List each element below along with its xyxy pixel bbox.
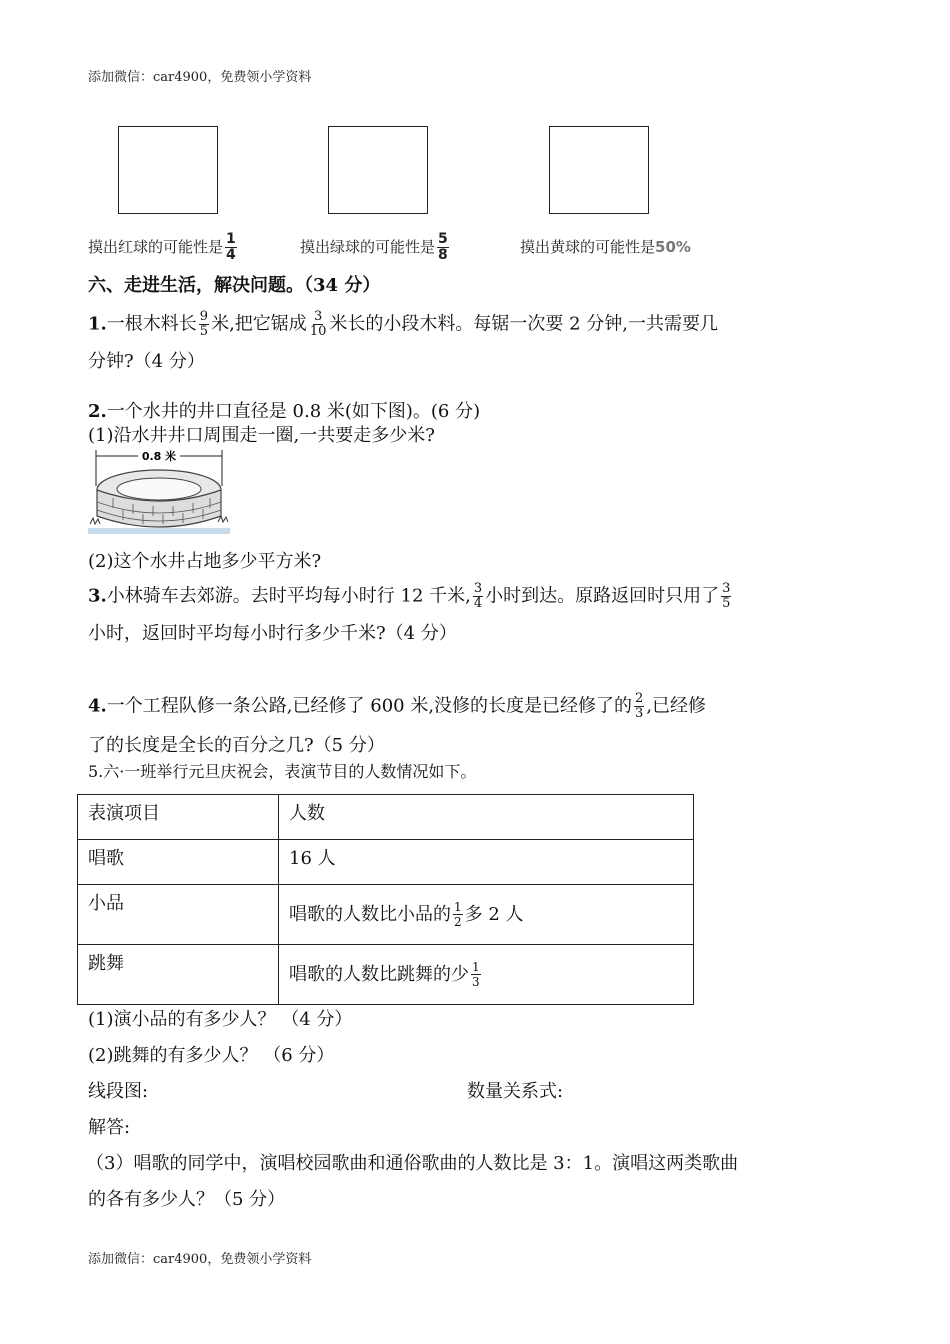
table-cell — [279, 885, 694, 945]
question-3-line2: 小时，返回时平均每小时行多少千米?（4 分） — [88, 623, 457, 644]
numerator: 3 — [313, 309, 323, 324]
answer-box-red[interactable] — [118, 126, 218, 214]
question-1-line2: 分钟?（4 分） — [88, 351, 205, 372]
question-2-sub2: (2)这个水井占地多少平方米? — [88, 551, 322, 572]
question-1-line1 — [88, 310, 718, 339]
fraction — [453, 900, 463, 929]
denominator: 3 — [635, 706, 644, 721]
relation-label: 数量关系式: — [467, 1081, 564, 1102]
text: 一个水井的井口直径是 0.8 米(如下图)。(6 分) — [106, 401, 481, 422]
denominator: 3 — [472, 975, 480, 990]
table-cell: 唱歌 — [78, 840, 279, 885]
performance-table — [77, 794, 694, 1005]
fraction — [225, 232, 237, 263]
numerator: 1 — [454, 900, 462, 915]
table-row — [78, 885, 694, 945]
numerator: 2 — [635, 691, 644, 706]
question-5-sub3-line1: （3）唱歌的同学中，演唱校园歌曲和通俗歌曲的人数比是 3：1。演唱这两类歌曲 — [86, 1153, 739, 1174]
question-4-line1 — [88, 692, 706, 721]
text: ,已经修 — [646, 695, 707, 717]
question-number: 4. — [88, 695, 107, 717]
numerator: 5 — [438, 231, 448, 247]
text: 唱歌的人数比小品的 — [289, 903, 451, 925]
line-chart-label: 线段图: — [88, 1081, 149, 1102]
text: 米长的小段木料。每锯一次要 2 分钟,一共需要几 — [329, 313, 718, 335]
answer-label: 解答: — [88, 1117, 131, 1138]
table-row — [78, 945, 694, 1005]
answer-box-yellow[interactable] — [549, 126, 649, 214]
caption-red — [88, 232, 239, 263]
table-cell: 16 人 — [279, 840, 694, 885]
page-header: 添加微信：car4900，免费领小学资料 — [88, 70, 312, 85]
caption-green — [300, 232, 451, 263]
table-header-row — [78, 795, 694, 840]
well-illustration — [88, 446, 230, 536]
question-5-sub3-line2: 的各有多少人？（5 分） — [88, 1189, 286, 1210]
numerator: 3 — [473, 581, 483, 596]
denominator: 5 — [199, 324, 209, 339]
text: 小时到达。原路返回时只用了 — [485, 585, 720, 607]
fraction — [473, 582, 483, 611]
fraction — [437, 232, 449, 263]
caption-yellow — [520, 236, 691, 257]
text: 一个工程队修一条公路,已经修了 600 米,没修的长度是已经修了的 — [106, 695, 633, 717]
ground-strip — [88, 528, 230, 534]
fraction — [199, 310, 209, 339]
question-4-line2: 了的长度是全长的百分之几?（5 分） — [88, 735, 385, 756]
table-cell: 小品 — [78, 885, 279, 945]
page-footer: 添加微信：car4900，免费领小学资料 — [88, 1252, 312, 1267]
section-title: 六、走进生活，解决问题。（34 分） — [88, 275, 381, 296]
question-number: 2. — [88, 401, 107, 422]
answer-box-green[interactable] — [328, 126, 428, 214]
numerator: 9 — [199, 309, 209, 324]
caption-green-text: 摸出绿球的可能性是 — [300, 238, 436, 256]
caption-yellow-text: 摸出黄球的可能性是 — [520, 238, 656, 256]
table-row — [78, 840, 694, 885]
text: 唱歌的人数比跳舞的少 — [289, 963, 469, 985]
denominator: 5 — [722, 596, 731, 611]
table-cell: 跳舞 — [78, 945, 279, 1005]
table-header-cell: 人数 — [279, 795, 694, 840]
numerator: 3 — [722, 581, 731, 596]
text: 一根木料长 — [106, 313, 197, 335]
question-2-sub1: (1)沿水井井口周围走一圈,一共要走多少米? — [88, 425, 435, 446]
fraction — [309, 310, 328, 339]
numerator: 1 — [226, 231, 236, 247]
fraction — [634, 692, 644, 721]
denominator: 4 — [473, 596, 483, 611]
fraction — [721, 582, 731, 611]
question-5-intro: 5.六·一班举行元旦庆祝会，表演节目的人数情况如下。 — [88, 762, 477, 781]
denominator: 10 — [309, 324, 327, 339]
text: 多 2 人 — [464, 903, 524, 925]
well-rim-inner — [117, 478, 201, 500]
text: 米,把它锯成 — [211, 313, 307, 335]
question-3-line1 — [88, 582, 733, 611]
denominator: 4 — [226, 247, 236, 263]
fraction — [471, 960, 481, 989]
caption-red-text: 摸出红球的可能性是 — [88, 238, 224, 256]
question-number: 1. — [88, 313, 107, 335]
table-cell — [279, 945, 694, 1005]
numerator: 1 — [472, 960, 480, 975]
diameter-label: 0.8 米 — [141, 450, 177, 463]
percent-value: 50% — [655, 238, 691, 256]
question-number: 3. — [88, 585, 107, 607]
text: 小林骑车去郊游。去时平均每小时行 12 千米, — [106, 585, 471, 607]
table-header-cell: 表演项目 — [78, 795, 279, 840]
denominator: 8 — [438, 247, 448, 263]
denominator: 2 — [454, 915, 462, 930]
question-5-sub2: (2)跳舞的有多少人？ （6 分） — [88, 1045, 335, 1066]
question-5-sub1: (1)演小品的有多少人？ （4 分） — [88, 1009, 353, 1030]
